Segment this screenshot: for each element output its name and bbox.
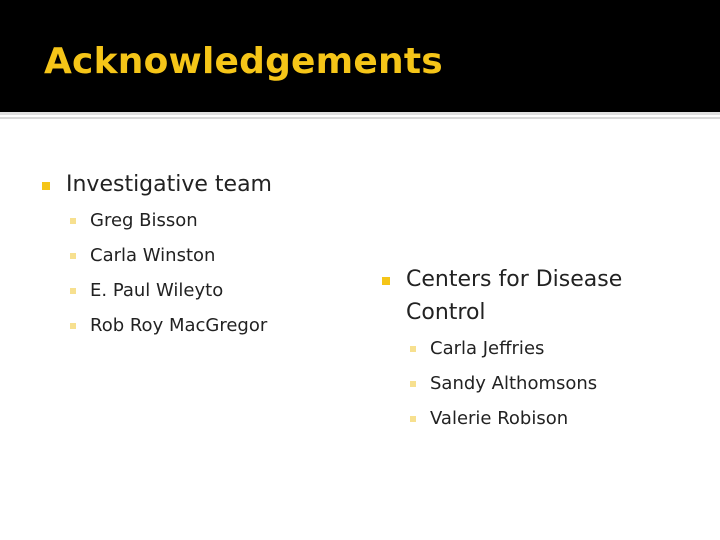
square-bullet-icon (382, 277, 390, 285)
bullet-heading: Investigative team (66, 172, 272, 197)
square-bullet-icon (42, 182, 50, 190)
divider-line (0, 112, 720, 115)
list-item-label: Sandy Althomsons (430, 373, 598, 394)
divider-line-thin (0, 117, 720, 119)
right-column (380, 263, 700, 436)
list-item (380, 366, 700, 401)
list-item (380, 401, 700, 436)
square-bullet-icon (410, 381, 416, 387)
list-item (40, 238, 360, 273)
list-item (40, 308, 360, 343)
list-item-label: E. Paul Wileyto (90, 280, 224, 301)
list-item-label: Valerie Robison (430, 408, 569, 429)
investigative-team-list (40, 203, 360, 343)
list-item (40, 203, 360, 238)
cdc-list (380, 331, 700, 436)
list-item (380, 331, 700, 366)
square-bullet-icon (410, 416, 416, 422)
title-bar (0, 0, 720, 112)
square-bullet-icon (70, 218, 76, 224)
bullet-investigative-team (40, 168, 360, 201)
left-column (40, 168, 360, 343)
list-item-label: Carla Jeffries (430, 338, 545, 359)
square-bullet-icon (70, 288, 76, 294)
list-item-label: Carla Winston (90, 245, 216, 266)
list-item-label: Rob Roy MacGregor (90, 315, 268, 336)
list-item (40, 273, 360, 308)
slide-title: Acknowledgements (44, 41, 443, 82)
square-bullet-icon (70, 253, 76, 259)
list-item-label: Greg Bisson (90, 210, 198, 231)
bullet-centers-for-disease-control (380, 263, 700, 329)
square-bullet-icon (410, 346, 416, 352)
square-bullet-icon (70, 323, 76, 329)
bullet-heading: Centers for Disease Control (406, 267, 623, 325)
